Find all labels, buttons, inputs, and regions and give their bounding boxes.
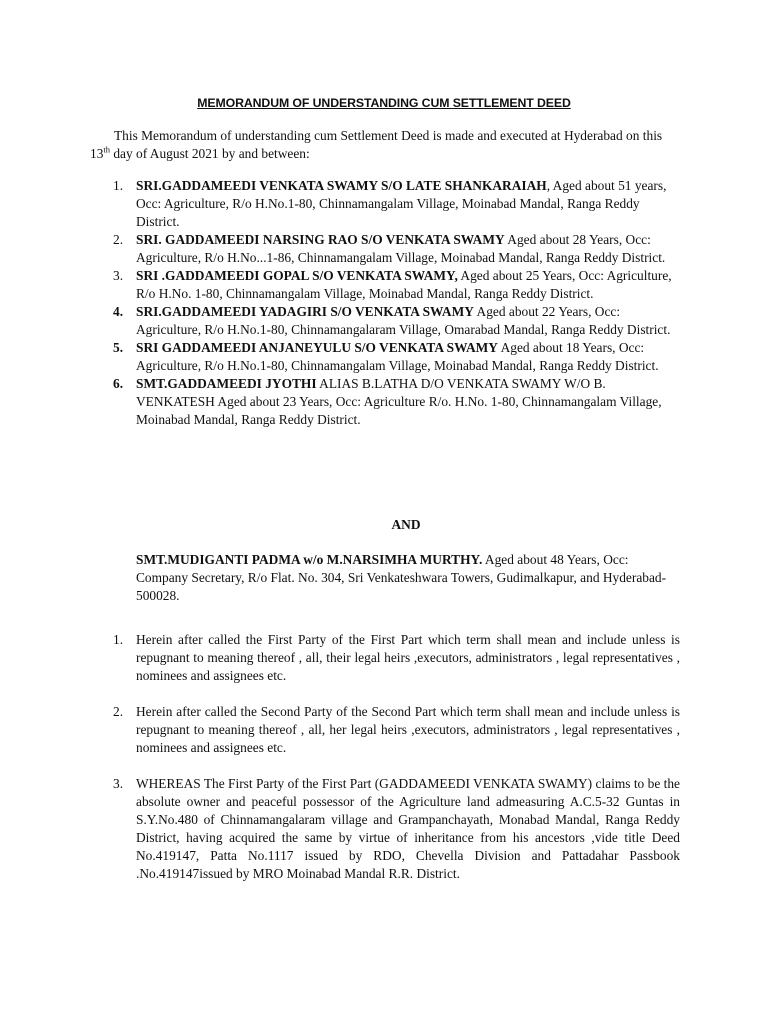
party-item [90, 267, 680, 303]
party-name: SRI.GADDAMEEDI YADAGIRI S/O VENKATA SWAMY [136, 304, 474, 319]
party-number: 1. [113, 178, 124, 193]
second-party-paragraph [136, 551, 680, 605]
party-item [90, 177, 680, 231]
intro-paragraph [90, 127, 680, 163]
second-party-details: Aged about 48 Years, Occ: Company Secretary, R/o Flat. No. 304, Sri Venkateshwara Towers, Gudimalkapur, and Hyderabad-500028. [136, 552, 667, 603]
intro-text-end: day of August 2021 by and between: [110, 146, 310, 161]
party-details: Aged about 25 Years, Occ: Agriculture, R/o H.No. 1-80, Chinnamangalam Village, Moinabad Mandal, Ranga Reddy District. [136, 268, 672, 301]
clause-item [90, 631, 680, 685]
party-details: , Aged about 51 years, Occ: Agriculture, R/o H.No.1-80, Chinnamangalam Village, Moinabad Mandal, Ranga Reddy District. [136, 178, 667, 229]
party-details: Aged about 28 Years, Occ: Agriculture, R/o H.No...1-86, Chinnamangalam Village, Moinabad Mandal, Ranga Reddy District. [136, 232, 666, 265]
and-separator: AND [391, 517, 421, 532]
clauses-list [90, 631, 680, 901]
intro-superscript: th [103, 144, 111, 155]
party-item [90, 231, 680, 267]
party-details: ALIAS B.LATHA D/O VENKATA SWAMY W/O B. VENKATESH Aged about 23 Years, Occ: Agriculture R/o. H.No. 1-80, Chinnamangalam Village, Moinabad Mandal, Ranga Reddy District. [136, 376, 662, 427]
party-name: SRI. GADDAMEEDI NARSING RAO S/O VENKATA SWAMY [136, 232, 505, 247]
party-name: SRI .GADDAMEEDI GOPAL S/O VENKATA SWAMY, [136, 268, 458, 283]
party-number: 6. [113, 376, 124, 391]
document-title: MEMORANDUM OF UNDERSTANDING CUM SETTLEMENT DEED [197, 96, 571, 110]
clause-text: Herein after called the Second Party of the Second Part which term shall mean and include unless is repugnant to meaning thereof , all, her legal heirs ,executors, administrators , legal representatives , nominees and assignees etc. [136, 704, 680, 755]
second-party-name: SMT.MUDIGANTI PADMA w/o M.NARSIMHA MURTHY. [136, 552, 483, 567]
party-details: Aged about 18 Years, Occ: Agriculture, R/o H.No.1-80, Chinnamangalam Village, Moinabad Mandal, Ranga Reddy District. [136, 340, 659, 373]
clause-number: 3. [113, 776, 124, 791]
party-item [90, 339, 680, 375]
party-number: 5. [113, 340, 124, 355]
clause-text: Herein after called the First Party of the First Part which term shall mean and include unless is repugnant to meaning thereof , all, their legal heirs ,executors, administrators , legal representatives , nominees and assignees etc. [136, 632, 680, 683]
intro-text: This Memorandum of understanding cum Settlement Deed is made and executed at Hyderabad on this 13 [90, 128, 663, 161]
party-name: SMT.GADDAMEEDI JYOTHI [136, 376, 317, 391]
clause-item [90, 775, 680, 883]
party-item [90, 303, 680, 339]
party-name: SRI GADDAMEEDI ANJANEYULU S/O VENKATA SWAMY [136, 340, 498, 355]
clause-number: 2. [113, 704, 124, 719]
party-number: 2. [113, 232, 124, 247]
party-details: Aged about 22 Years, Occ: Agriculture, R/o H.No.1-80, Chinnamangalaram Village, Omarabad Mandal, Ranga Reddy District. [136, 304, 671, 337]
party-number: 4. [113, 304, 124, 319]
party-name: SRI.GADDAMEEDI VENKATA SWAMY S/O LATE SHANKARAIAH [136, 178, 547, 193]
clause-text: WHEREAS The First Party of the First Part (GADDAMEEDI VENKATA SWAMY) claims to be the absolute owner and peaceful possessor of the Agriculture land admeasuring A.C.5-32 Guntas in S.Y.No.480 of Chinnamangalaram village and Grampanchayath, Monabad Mandal, Ranga Reddy District, having acquired the same by virtue of inheritance from his ancestors ,vide title Deed No.419147, Patta No.1117 issued by RDO, Chevella Division and Pattadahar Passbook .No.419147issued by MRO Moinabad Mandal R.R. District. [136, 776, 680, 881]
first-parties-list [90, 177, 680, 429]
party-number: 3. [113, 268, 124, 283]
clause-number: 1. [113, 632, 124, 647]
party-item [90, 375, 680, 429]
clause-item [90, 703, 680, 757]
